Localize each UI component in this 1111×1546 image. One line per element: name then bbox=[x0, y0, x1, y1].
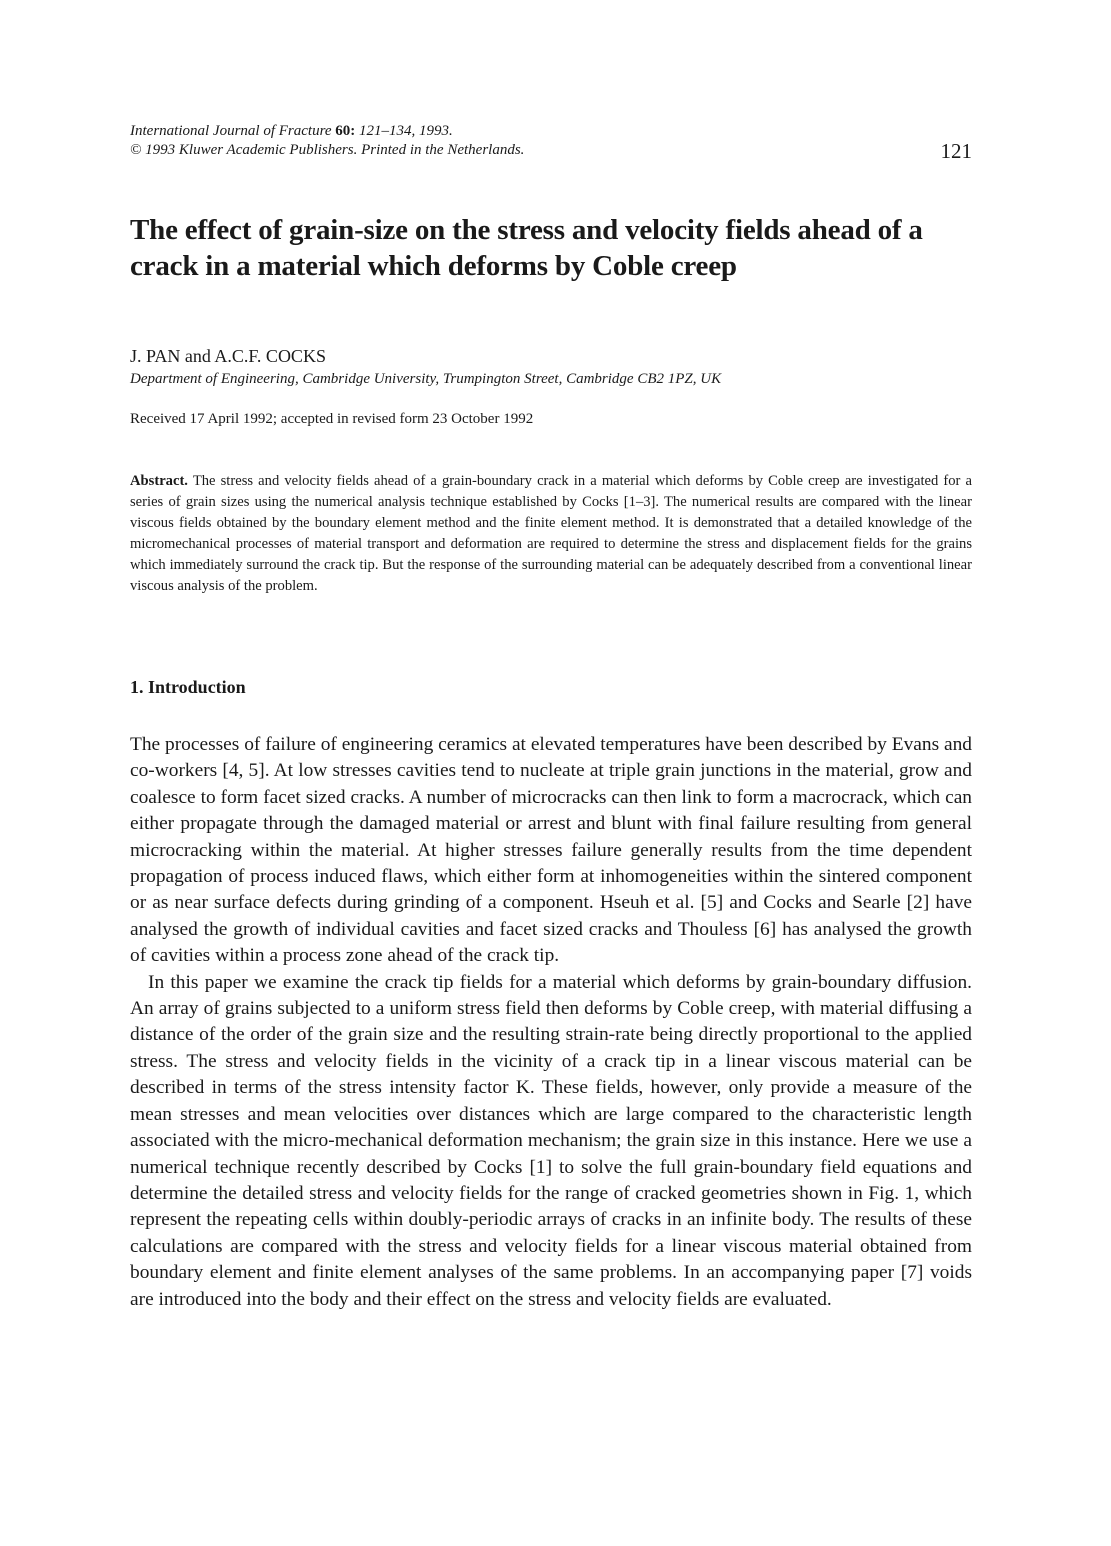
paper-page bbox=[130, 0, 972, 1546]
journal-pages-year: 121–134, 1993. bbox=[359, 123, 453, 139]
abstract bbox=[130, 471, 972, 596]
paper-title: The effect of grain-size on the stress and velocity fields ahead of a crack in a material which deforms by Coble creep bbox=[130, 214, 923, 282]
authors: J. PAN and A.C.F. COCKS bbox=[130, 346, 326, 366]
body-paragraph: The processes of failure of engineering ceramics at elevated temperatures have been described by Evans and co-workers [4, 5]. At low stresses cavities tend to nucleate at triple grain junctions in the material, grow and coalesce to form facet sized cracks. A number of microcracks can then link to form a macrocrack, which can either propagate through the damaged material or arrest and blunt with final failure resulting from general microcracking within the material. At higher stresses failure generally results from the time dependent propagation of process induced flaws, which either form at inhomogeneities within the sintered component or as near surface defects during grinding of a component. Hseuh et al. [5] and Cocks and Searle [2] have analysed the growth of individual cavities and facet sized cracks and Thouless [6] has analysed the growth of cavities within a process zone ahead of the crack tip. bbox=[130, 734, 972, 967]
received-date: Received 17 April 1992; accepted in revised form 23 October 1992 bbox=[130, 411, 534, 427]
journal-volume: 60: bbox=[335, 123, 356, 139]
page-number: 121 bbox=[940, 139, 972, 163]
section-body bbox=[130, 732, 972, 1313]
section-heading: 1. Introduction bbox=[130, 677, 246, 697]
abstract-label: Abstract. bbox=[130, 473, 188, 489]
journal-header bbox=[130, 122, 972, 163]
affiliation: Department of Engineering, Cambridge University, Trumpington Street, Cambridge CB2 1PZ, UK bbox=[130, 371, 722, 387]
journal-citation-line bbox=[130, 122, 972, 141]
copyright-line: © 1993 Kluwer Academic Publishers. Printed in the Netherlands. bbox=[130, 142, 525, 158]
journal-name: International Journal of Fracture bbox=[130, 123, 332, 139]
abstract-text: The stress and velocity fields ahead of a grain-boundary crack in a material which deforms by Coble creep are investigated for a series of grain sizes using the numerical analysis technique established by Cocks [1–3]. The numerical results are compared with the linear viscous fields obtained by the boundary element method and the finite element method. It is demonstrated that a detailed knowledge of the micromechanical processes of material transport and deformation are required to determine the stress and displacement fields for the grains which immediately surround the crack tip. But the response of the surrounding material can be adequately described from a conventional linear viscous analysis of the problem. bbox=[130, 473, 972, 594]
body-paragraph: In this paper we examine the crack tip fields for a material which deforms by grain-boundary diffusion. An array of grains subjected to a uniform stress field then deforms by Coble creep, with material diffusing a distance of the order of the grain size and the resulting strain-rate being directly proportional to the applied stress. The stress and velocity fields in the vicinity of a crack tip in a linear viscous material can be described in terms of the stress intensity factor K. These fields, however, only provide a measure of the mean stresses and mean velocities over distances which are large compared to the characteristic length associated with the micro-mechanical deformation mechanism; the grain size in this instance. Here we use a numerical technique recently described by Cocks [1] to solve the full grain-boundary field equations and determine the detailed stress and velocity fields for the range of cracked geometries shown in Fig. 1, which represent the repeating cells within doubly-periodic arrays of cracks in an infinite body. The results of these calculations are compared with the stress and velocity fields for a linear viscous material obtained from boundary element and finite element analyses of the same problems. In an accompanying paper [7] voids are introduced into the body and their effect on the stress and velocity fields are evaluated. bbox=[130, 971, 972, 1310]
